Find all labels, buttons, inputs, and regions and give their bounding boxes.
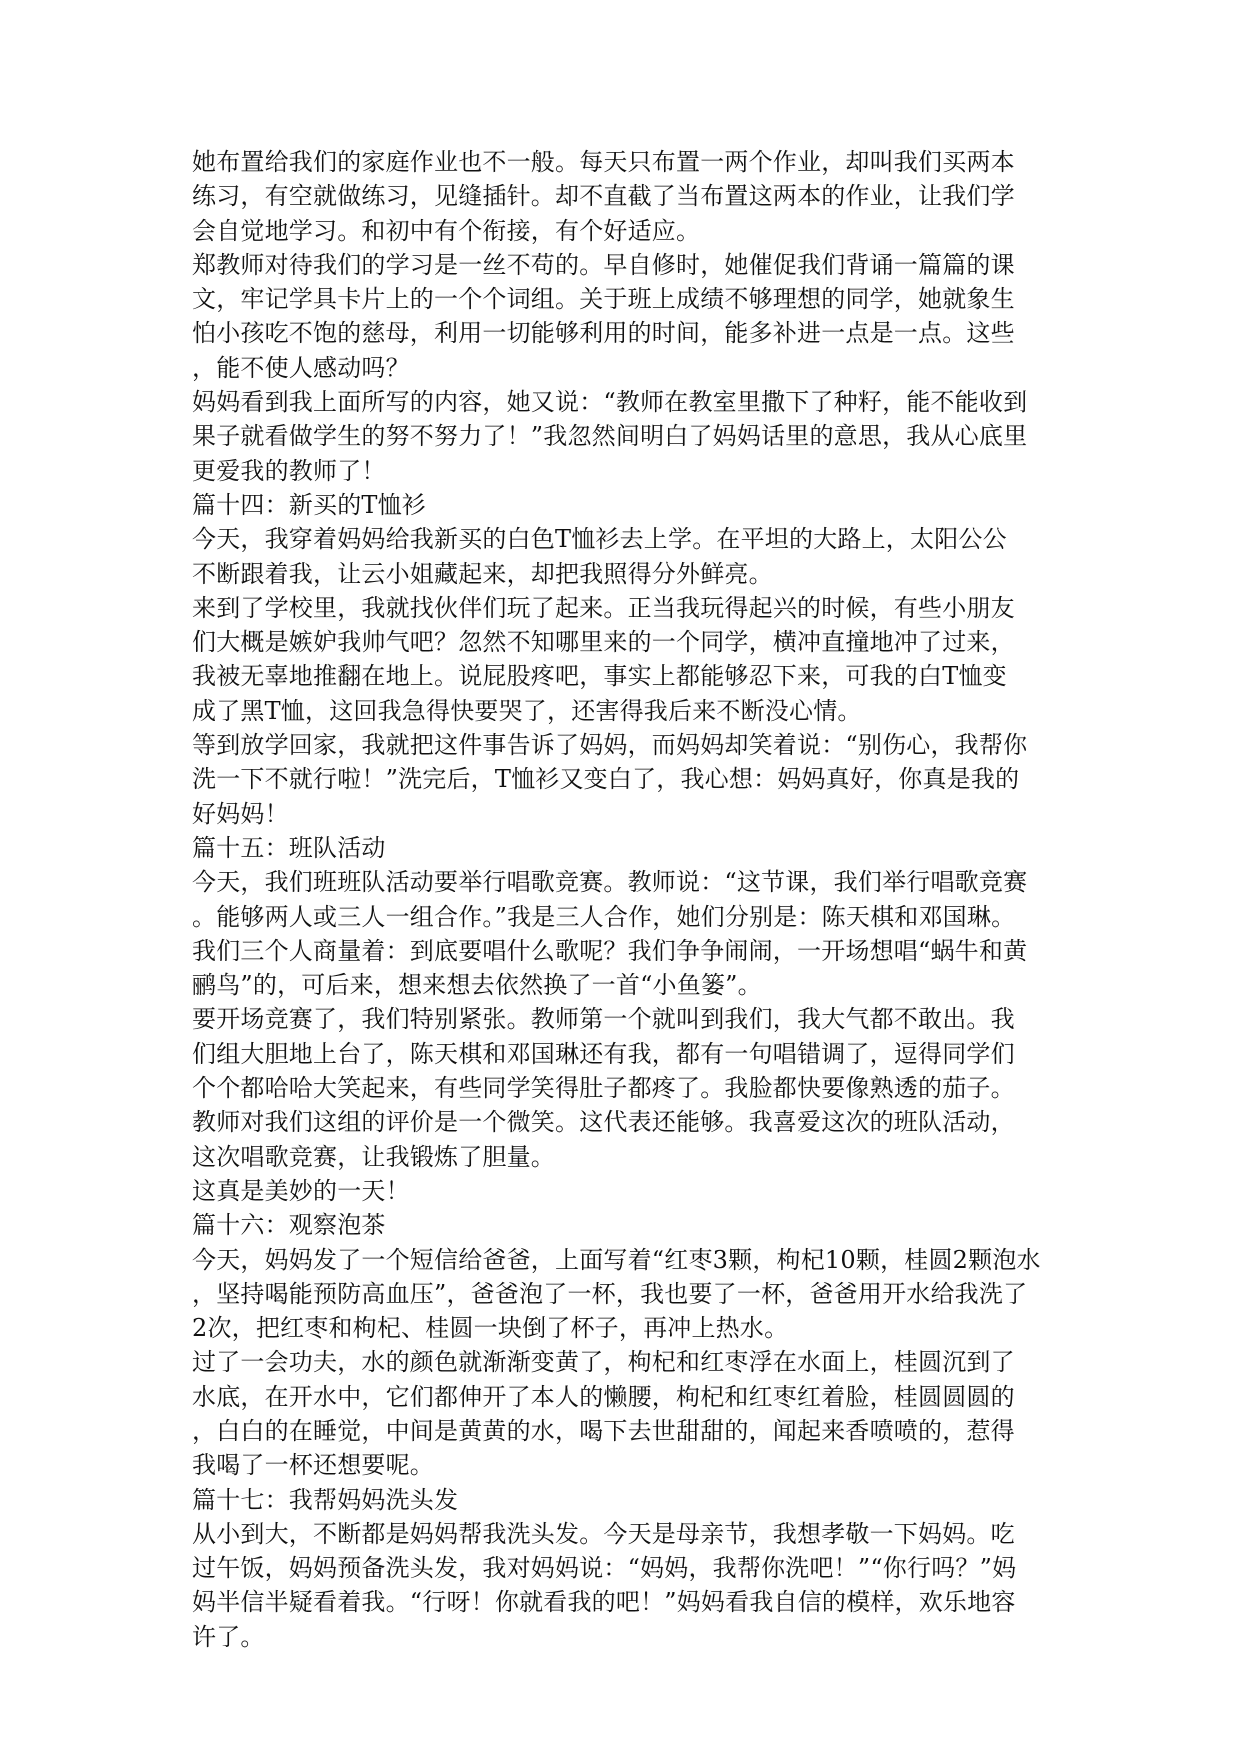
text-line: 更爱我的教师了！: [192, 456, 386, 485]
text-line: 这次唱歌竞赛，让我锻炼了胆量。: [192, 1142, 555, 1171]
text-line: 过午饭，妈妈预备洗头发，我对妈妈说：“妈妈，我帮你洗吧！”“你行吗？”妈: [192, 1554, 1017, 1583]
text-line: 等到放学回家，我就把这件事告诉了妈妈，而妈妈却笑着说：“别伤心，我帮你: [192, 731, 1028, 760]
text-line: 要开场竞赛了，我们特别紧张。教师第一个就叫到我们，我大气都不敢出。我: [192, 1005, 1015, 1034]
section-heading: 篇十六：观察泡茶: [192, 1211, 386, 1240]
text-line: 好妈妈！: [192, 799, 289, 828]
text-line: 不断跟着我，让云小姐藏起来，却把我照得分外鲜亮。: [192, 559, 773, 588]
text-line: 今天，妈妈发了一个短信给爸爸，上面写着“红枣3颗，枸杞10颗，桂圆2颗泡水: [192, 1245, 1041, 1274]
text-line: 她布置给我们的家庭作业也不一般。每天只布置一两个作业，却叫我们买两本: [192, 148, 1015, 176]
section-heading: 篇十七：我帮妈妈洗头发: [192, 1485, 459, 1514]
text-line: ，白白的在睡觉，中间是黄黄的水，喝下去世甜甜的，闻起来香喷喷的，惹得: [192, 1416, 1015, 1445]
text-line: 会自觉地学习。和初中有个衔接，有个好适应。: [192, 216, 701, 245]
text-line: 郑教师对待我们的学习是一丝不苟的。早自修时，她催促我们背诵一篇篇的课: [192, 250, 1015, 279]
text-line: 从小到大，不断都是妈妈帮我洗头发。今天是母亲节，我想孝敬一下妈妈。吃: [192, 1519, 1015, 1548]
text-line: 这真是美妙的一天！: [192, 1176, 410, 1205]
text-line: 妈半信半疑看着我。“行呀！你就看我的吧！”妈妈看我自信的模样，欢乐地容: [192, 1588, 1016, 1617]
text-line: 我们三个人商量着：到底要唱什么歌呢？我们争争闹闹，一开场想唱“蜗牛和黄: [192, 936, 1028, 965]
text-line: 果子就看做学生的努不努力了！”我忽然间明白了妈妈话里的意思，我从心底里: [192, 422, 1028, 451]
text-line: ，坚持喝能预防高血压”，爸爸泡了一杯，我也要了一杯，爸爸用开水给我洗了: [192, 1279, 1028, 1308]
text-line: 怕小孩吃不饱的慈母，利用一切能够利用的时间，能多补进一点是一点。这些: [192, 319, 1015, 348]
text-line: 文，牢记学具卡片上的一个个词组。关于班上成绩不够理想的同学，她就象生: [192, 285, 1015, 314]
text-line: 2次，把红枣和枸杞、桂圆一块倒了杯子，再冲上热水。: [192, 1314, 789, 1343]
text-line: 教师对我们这组的评价是一个微笑。这代表还能够。我喜爱这次的班队活动，: [192, 1108, 1015, 1137]
text-line: 鹂鸟”的，可后来，想来想去依然换了一首“小鱼篓”。: [192, 971, 762, 1000]
text-line: 练习，有空就做练习，见缝插针。却不直截了当布置这两本的作业，让我们学: [192, 182, 1015, 211]
text-line: 妈妈看到我上面所写的内容，她又说：“教师在教室里撒下了种籽，能不能收到: [192, 388, 1028, 417]
text-line: 成了黑T恤，这回我急得快要哭了，还害得我后来不断没心情。: [192, 696, 862, 725]
text-line: 许了。: [192, 1622, 265, 1651]
text-line: 们大概是嫉妒我帅气吧？忽然不知哪里来的一个同学，横冲直撞地冲了过来，: [192, 628, 1015, 657]
text-line: 过了一会功夫，水的颜色就渐渐变黄了，枸杞和红枣浮在水面上，桂圆沉到了: [192, 1348, 1015, 1377]
text-line: 洗一下不就行啦！”洗完后，T恤衫又变白了，我心想：妈妈真好，你真是我的: [192, 765, 1020, 794]
document-body: [192, 145, 1062, 1654]
text-line: 今天，我穿着妈妈给我新买的白色T恤衫去上学。在平坦的大路上，太阳公公: [192, 525, 1007, 554]
text-line: 水底，在开水中，它们都伸开了本人的懒腰，枸杞和红枣红着脸，桂圆圆圆的: [192, 1382, 1015, 1411]
text-line: 来到了学校里，我就找伙伴们玩了起来。正当我玩得起兴的时候，有些小朋友: [192, 593, 1015, 622]
text-line: 今天，我们班班队活动要举行唱歌竞赛。教师说：“这节课，我们举行唱歌竞赛: [192, 868, 1028, 897]
section-heading: 篇十四：新买的T恤衫: [192, 490, 427, 519]
text-line: 们组大胆地上台了，陈天棋和邓国琳还有我，都有一句唱错调了，逗得同学们: [192, 1039, 1015, 1068]
section-heading: 篇十五：班队活动: [192, 833, 386, 862]
text-line: 个个都哈哈大笑起来，有些同学笑得肚子都疼了。我脸都快要像熟透的茄子。: [192, 1074, 1015, 1103]
text-line: 我喝了一杯还想要呢。: [192, 1451, 434, 1480]
text-line: 我被无辜地推翻在地上。说屁股疼吧，事实上都能够忍下来，可我的白T恤变: [192, 662, 1007, 691]
text-line: 。能够两人或三人一组合作。”我是三人合作，她们分别是：陈天棋和邓国琳。: [192, 902, 1016, 931]
text-line: ，能不使人感动吗？: [192, 353, 410, 382]
